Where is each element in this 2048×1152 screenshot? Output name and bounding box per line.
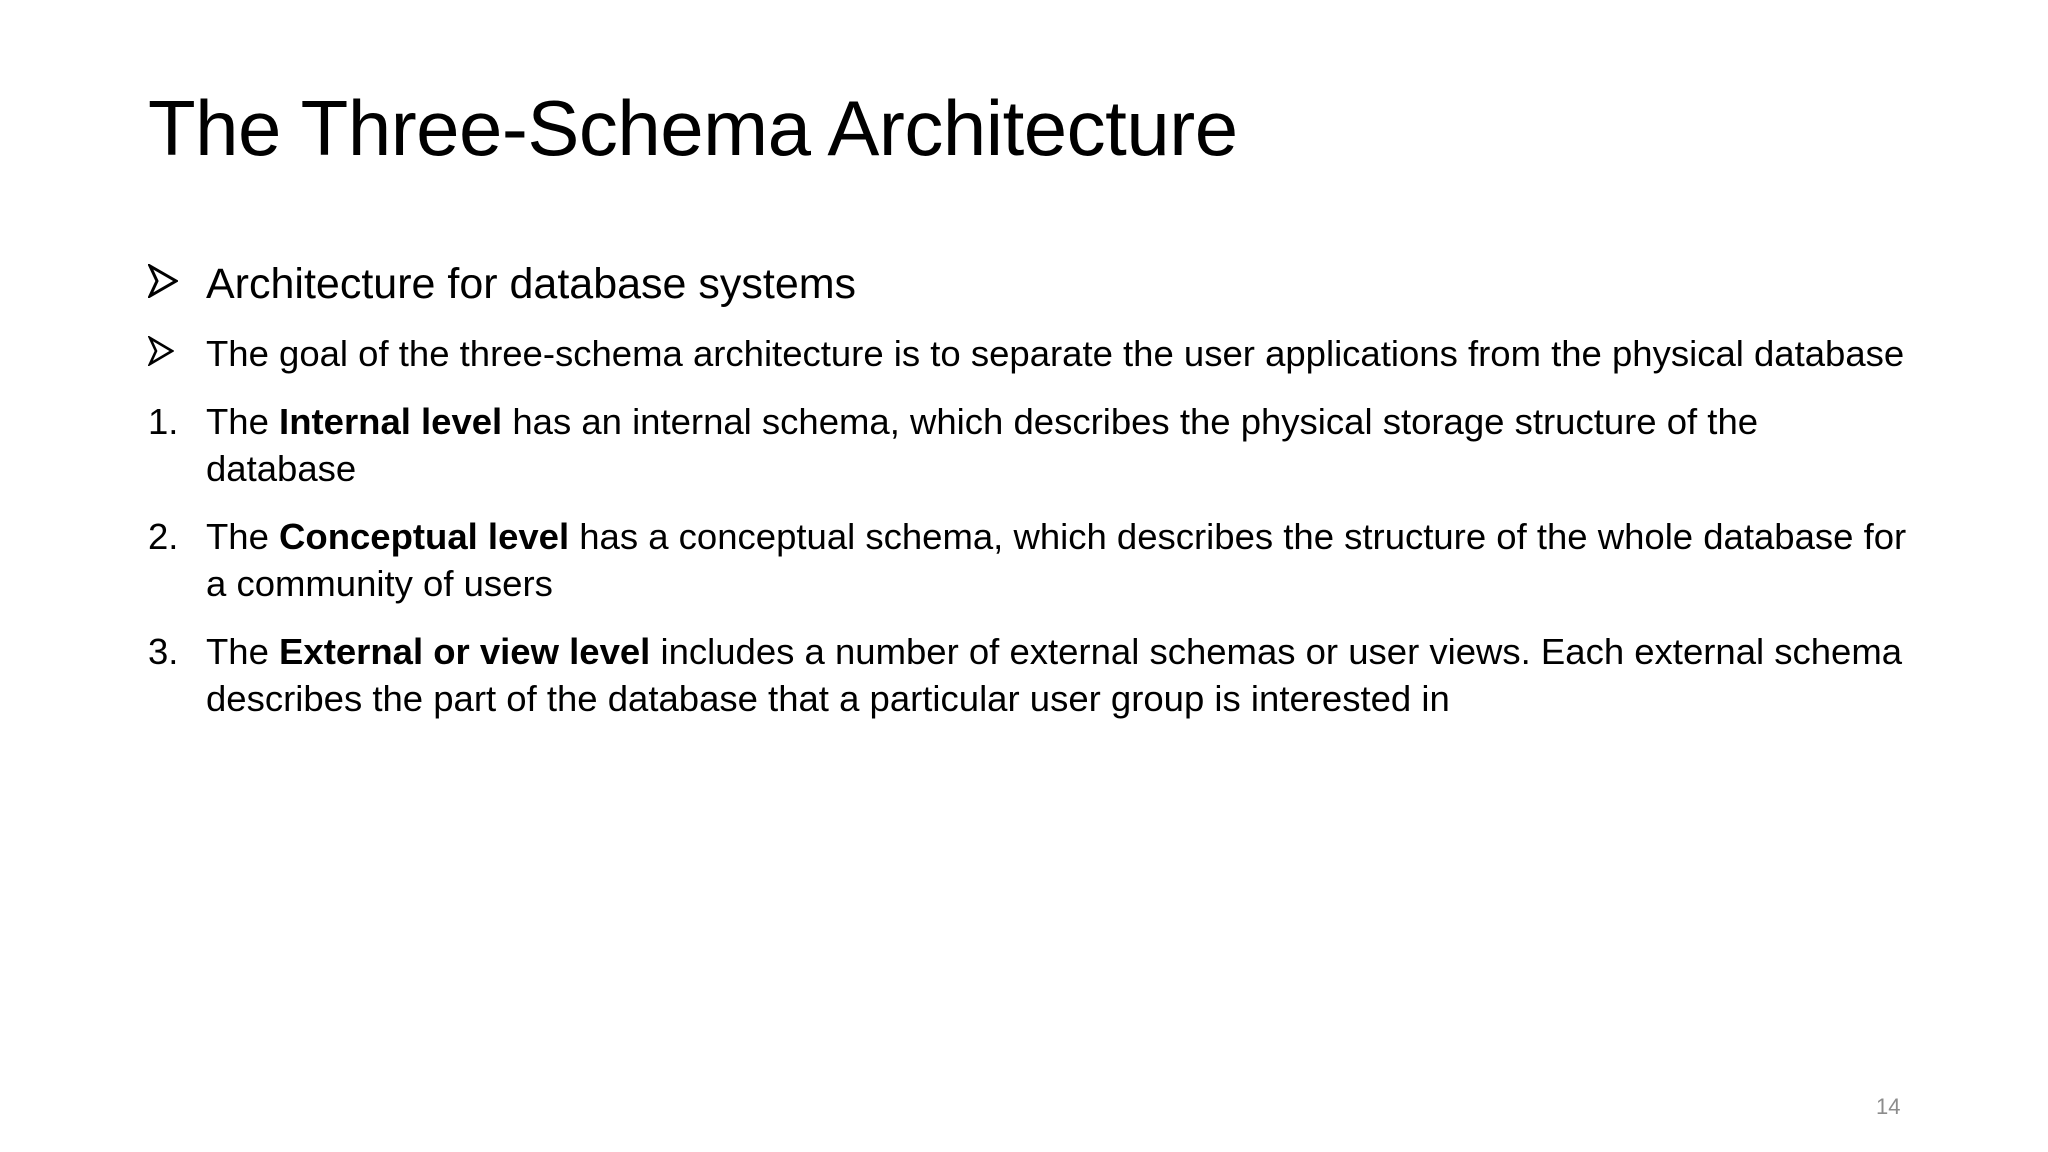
numbered-item [148, 628, 1908, 722]
bullet-item [148, 256, 1908, 312]
numbered-text: The Internal level has an internal schema, which describes the physical storage structure of the database [206, 401, 1759, 489]
item-number: 1. [148, 401, 179, 442]
numbered-item [148, 513, 1908, 607]
bullet-text: The goal of the three-schema architecture is to separate the user applications from the physical database [206, 333, 1905, 374]
slide-title: The Three-Schema Architecture [148, 84, 1238, 172]
bullet-text: Architecture for database systems [206, 260, 857, 308]
slide-content [148, 256, 1908, 743]
numbered-text: The Conceptual level has a conceptual schema, which describes the structure of the whole database for a community of users [206, 516, 1907, 604]
term-internal-level: Internal level [279, 401, 503, 442]
page-number: 14 [1876, 1094, 1901, 1119]
item-number: 2. [148, 516, 179, 557]
bullet-item [148, 330, 1908, 377]
numbered-item [148, 398, 1908, 492]
arrowhead-bullet-icon [148, 258, 178, 298]
item-number: 3. [148, 631, 179, 672]
term-conceptual-level: Conceptual level [279, 516, 570, 557]
numbered-text: The External or view level includes a number of external schemas or user views. Each external schema describes the part of the database that a particular user group is interested in [206, 631, 1903, 719]
term-external-level: External or view level [279, 631, 651, 672]
arrowhead-bullet-icon [148, 332, 174, 366]
